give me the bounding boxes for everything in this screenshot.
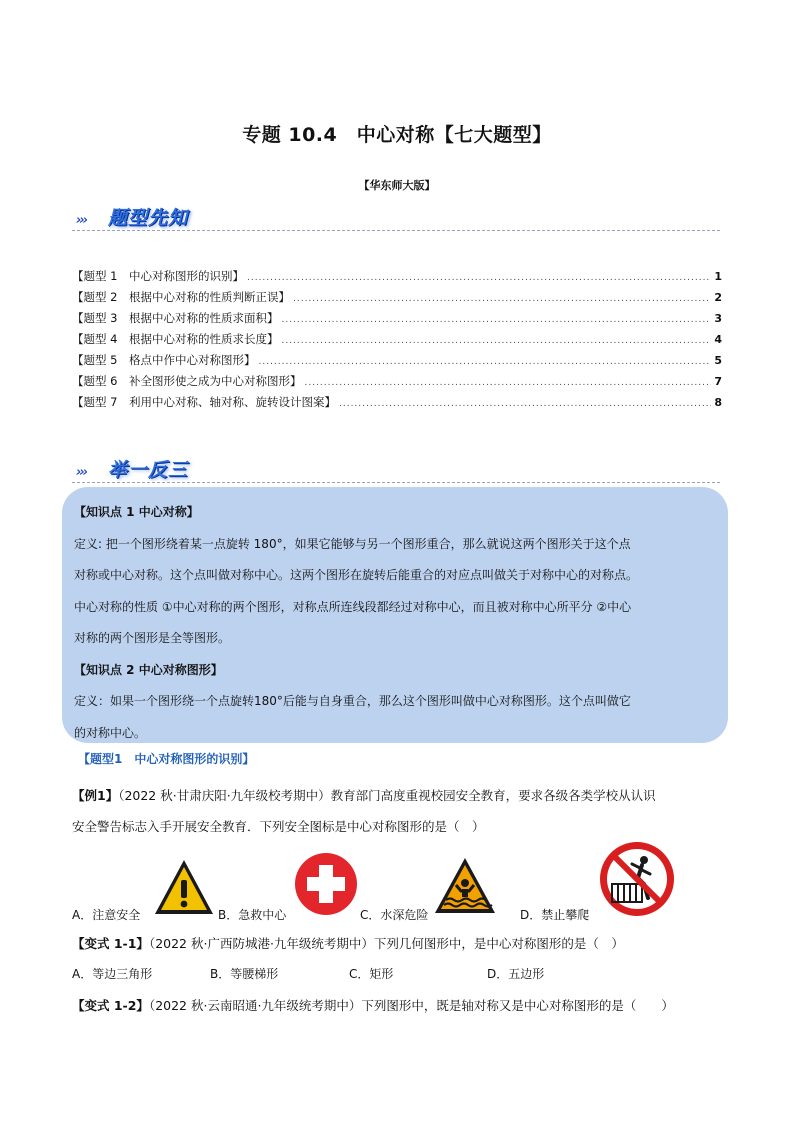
toc-item-page: 7: [714, 375, 722, 388]
variant-1-1-option-c[interactable]: C．矩形: [349, 967, 394, 981]
first-aid-cross-icon: [294, 852, 358, 920]
section-arrows-icon: ›››: [76, 465, 87, 480]
toc-list: [72, 268, 722, 415]
no-climbing-icon: [598, 840, 676, 922]
variant-1-1-option-a[interactable]: A．等边三角形: [72, 967, 153, 981]
doc-title: 专题 10.4 中心对称【七大题型】: [242, 124, 552, 146]
variant-1-1-option-d[interactable]: D．五边形: [487, 967, 545, 981]
toc-item[interactable]: [72, 373, 722, 394]
variant-1-2-line: [72, 996, 722, 1014]
toc-item-page: 5: [714, 354, 722, 367]
toc-item-label: 【题型 6 补全图形使之成为中心对称图形】: [72, 374, 302, 388]
knowledge-2-line: 的对称中心。: [74, 725, 147, 740]
deep-water-warning-icon: [432, 855, 498, 921]
option-a[interactable]: A．注意安全: [72, 908, 141, 922]
toc-leader: [247, 273, 711, 283]
toc-leader: [281, 336, 711, 346]
knowledge-box: [62, 487, 728, 743]
toc-item-page: 3: [714, 312, 722, 325]
knowledge-2-line: 定义：如果一个图形绕一个点旋转180°后能与自身重合，那么这个图形叫做中心对称图形。这个点叫做它: [74, 694, 631, 708]
toc-item[interactable]: [72, 310, 722, 331]
knowledge-1-line: 对称的两个图形是全等图形。: [74, 631, 231, 645]
variant-1-1-text: （2022 秋·广西防城港·九年级统考期中）下列几何图形中，是中心对称图形的是（ ）: [148, 936, 624, 951]
toc-item[interactable]: [72, 331, 722, 352]
example-1-tag: 【例1】: [72, 788, 119, 803]
option-d[interactable]: D．禁止攀爬: [520, 908, 590, 922]
toc-leader: [339, 399, 711, 409]
section-arrows-icon: ›››: [76, 213, 87, 228]
toc-item-page: 2: [714, 291, 722, 304]
toc-item[interactable]: [72, 352, 722, 373]
toc-item-label: 【题型 2 根据中心对称的性质判断正误】: [72, 290, 290, 304]
section-label-practice: 举一反三: [108, 459, 189, 481]
variant-1-1-option-b[interactable]: B．等腰梯形: [210, 967, 279, 981]
toc-leader: [281, 315, 711, 325]
toc-leader: [258, 357, 711, 367]
option-b[interactable]: B．急救中心: [218, 908, 287, 922]
toc-item[interactable]: [72, 289, 722, 310]
section-label-preview: 题型先知: [108, 207, 189, 229]
example-1-line-2: 安全警告标志入手开展安全教育．下列安全图标是中心对称图形的是（ ）: [72, 819, 485, 834]
toc-item-page: 4: [714, 333, 722, 346]
toc-item-label: 【题型 1 中心对称图形的识别】: [72, 269, 244, 283]
doc-subtitle: 【华东师大版】: [358, 179, 436, 192]
example-1-line-1: [72, 786, 722, 804]
toc-item-label: 【题型 4 根据中心对称的性质求长度】: [72, 332, 279, 346]
variant-1-1-tag: 【变式 1-1】: [72, 936, 149, 951]
toc-item-page: 8: [714, 396, 722, 409]
toc-item[interactable]: [72, 394, 722, 415]
toc-item-label: 【题型 7 利用中心对称、轴对称、旋转设计图案】: [72, 395, 336, 409]
variant-1-2-tag: 【变式 1-2】: [72, 998, 149, 1013]
knowledge-1-line: 定义: 把一个图形绕着某一点旋转 180°，如果它能够与另一个图形重合，那么就说这两个图形关于这个点: [74, 536, 631, 551]
type-1-heading: 【题型1 中心对称图形的识别】: [78, 752, 255, 766]
knowledge-1-line: 中心对称的性质 ①中心对称的两个图形，对称点所连线段都经过对称中心，而且被对称中心所平分 ②中心: [74, 599, 632, 614]
example-1-text: （2022 秋·甘肃庆阳·九年级校考期中）教育部门高度重视校园安全教育，要求各级各类学校从认识: [118, 788, 656, 803]
toc-item[interactable]: [72, 268, 722, 289]
warning-sign-icon: [152, 856, 216, 922]
toc-item-label: 【题型 5 格点中作中心对称图形】: [72, 353, 256, 367]
toc-item-page: 1: [714, 270, 722, 283]
option-c[interactable]: C．水深危险: [360, 908, 429, 922]
variant-1-2-text: （2022 秋·云南昭通·九年级统考期中）下列图形中，既是轴对称又是中心对称图形的是（ ）: [148, 998, 674, 1013]
toc-item-label: 【题型 3 根据中心对称的性质求面积】: [72, 311, 279, 325]
variant-1-1-line: [72, 934, 722, 952]
section-header-practice: [72, 452, 720, 483]
section-header-preview: [72, 200, 720, 231]
knowledge-1-line: 对称或中心对称。这个点叫做对称中心。这两个图形在旋转后能重合的对应点叫做关于对称中心的对称点。: [74, 568, 639, 582]
knowledge-2-title: 【知识点 2 中心对称图形】: [74, 662, 223, 677]
knowledge-1-title: 【知识点 1 中心对称】: [74, 505, 199, 519]
toc-leader: [304, 378, 711, 388]
toc-leader: [293, 294, 711, 304]
